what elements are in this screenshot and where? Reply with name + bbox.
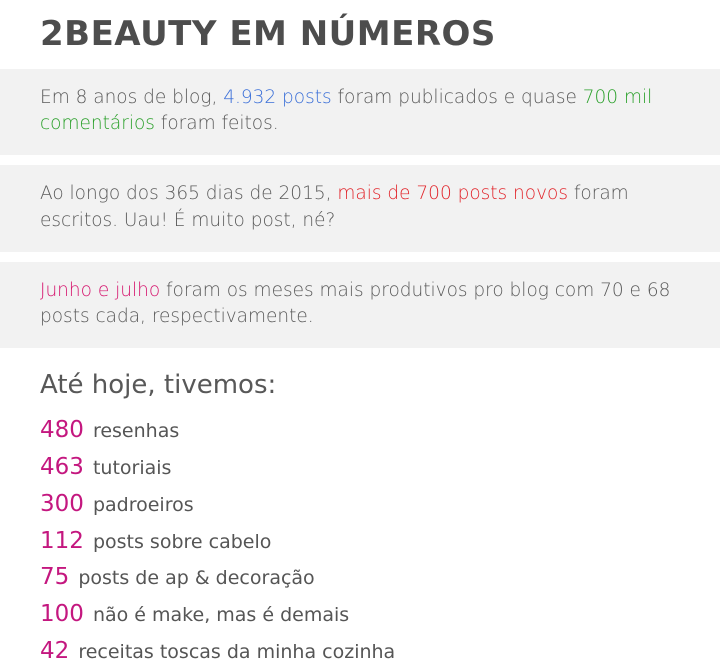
list-item [40,453,680,482]
stat-stripe-3-text [40,278,680,331]
list-item [40,527,680,556]
stat-segment: mais de 700 posts novos [337,183,569,205]
stat-segment: Junho e julho [40,279,161,301]
list-item-number: 112 [40,527,84,554]
stripe-gap-1 [0,155,720,165]
list-item-label: padroeiros [86,493,194,516]
list-item-number: 42 [40,637,70,664]
stat-stripe-1 [0,69,720,156]
stat-stripe-3 [0,262,720,349]
list-item-number: 480 [40,417,84,444]
stat-segment: 4.932 posts [223,86,332,108]
list-item-label: receitas toscas da minha cozinha [72,640,396,663]
stats-list-heading: Até hoje, tivemos: [40,370,277,401]
list-item-number: 463 [40,454,84,481]
list-item [40,563,680,592]
stat-segment: foram os meses mais produtivos pro blog com 70 e 68 posts cada, respectivamente. [40,279,671,328]
stat-stripe-1-text [40,85,680,138]
list-item-number: 75 [40,564,70,591]
list-item-label: tutoriais [86,457,172,480]
list-item [40,600,680,629]
page-title: 2BEAUTY EM NÚMEROS [40,14,496,54]
stripe-gap-2 [0,252,720,262]
list-item [40,416,680,445]
list-item-label: posts de ap & decoração [72,567,315,590]
stats-list [40,416,680,665]
title-block [0,0,720,69]
stat-stripe-2 [0,165,720,252]
list-item-label: posts sobre cabelo [86,530,272,553]
list-item-label: não é make, mas é demais [86,604,350,627]
stat-segment: Ao longo dos 365 dias de 2015, [40,183,338,205]
list-item [40,637,680,666]
stat-segment: foram publicados e quase [331,86,583,108]
stat-segment: 700 mil comentários [40,86,653,135]
list-item-number: 100 [40,601,84,628]
stat-stripe-2-text [40,181,680,234]
list-item-number: 300 [40,490,84,517]
stat-segment: Em 8 anos de blog, [40,86,224,108]
stat-segment: foram escritos. Uau! É muito post, né? [40,183,629,231]
list-item-label: resenhas [86,420,180,443]
list-item [40,490,680,519]
stats-list-section [0,348,720,665]
stat-segment: foram feitos. [154,113,279,135]
